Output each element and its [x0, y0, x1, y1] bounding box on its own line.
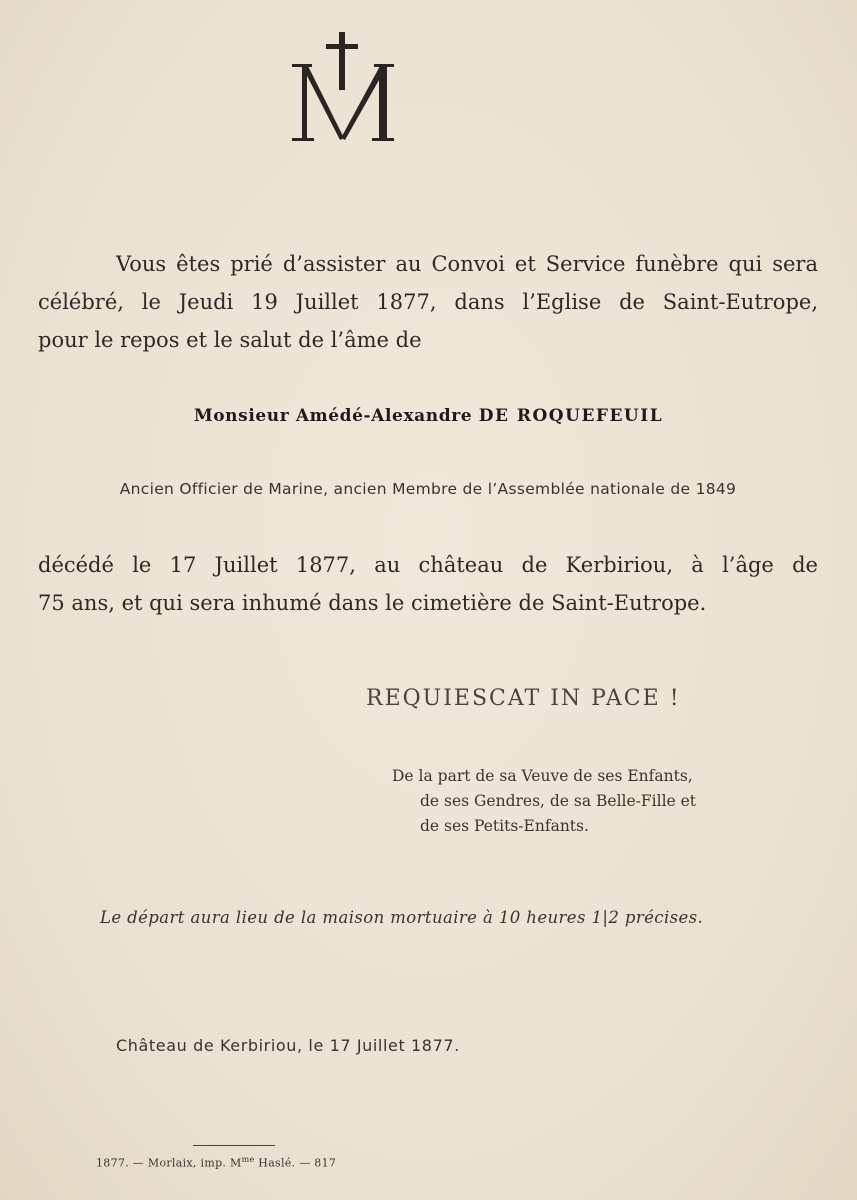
invitation-paragraph [38, 245, 818, 359]
death-line-2: 75 ans, et qui sera inhumé dans le cimetière de Saint-Eutrope. [38, 591, 707, 615]
imprint-before: 1877. — Morlaix, imp. M [96, 1156, 242, 1170]
deceased-title: Ancien Officier de Marine, ancien Membre de l’Assemblée nationale de 1849 [119, 480, 737, 498]
invitation-line-2: célébré, le Jeudi 19 Juillet 1877, dans l’Eglise de Saint-Eutrope, [38, 290, 818, 314]
family-line-3: de ses Petits-Enfants. [420, 817, 589, 835]
place-and-date: Château de Kerbiriou, le 17 Juillet 1877. [116, 1036, 460, 1055]
imprint-superscript: me [241, 1155, 255, 1164]
imprint-after: Haslé. — 817 [254, 1156, 337, 1170]
deceased-surname: DE ROQUEFEUIL [478, 406, 664, 426]
invitation-line-1: Vous êtes prié d’assister au Convoi et Service funèbre qui sera [116, 252, 818, 276]
family-line-2: de ses Gendres, de sa Belle-Fille et [420, 792, 697, 810]
death-line-1: décédé le 17 Juillet 1877, au château de Kerbiriou, à l’âge de [38, 553, 818, 577]
divider-rule [193, 1145, 275, 1146]
family-line-1: De la part de sa Veuve de ses Enfants, [392, 767, 693, 785]
deceased-name [0, 406, 857, 426]
departure-notice: Le départ aura lieu de la maison mortuaire à 10 heures 1|2 précises. [100, 908, 704, 927]
cross-m-monogram-icon [288, 30, 398, 150]
death-paragraph [38, 546, 818, 622]
requiescat-heading: REQUIESCAT IN PACE ! [366, 686, 681, 711]
invitation-line-3: pour le repos et le salut de l’âme de [38, 328, 422, 352]
deceased-given-name: Monsieur Amédé-Alexandre [193, 406, 473, 426]
family-block [392, 764, 792, 839]
printer-imprint [96, 1155, 336, 1170]
